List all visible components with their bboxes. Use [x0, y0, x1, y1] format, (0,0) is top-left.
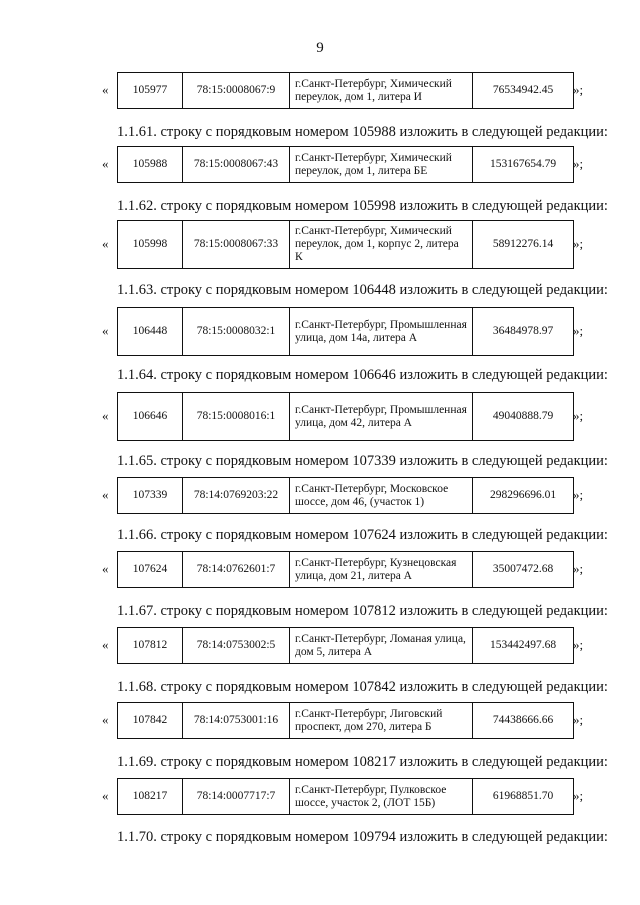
address-cell: г.Санкт-Петербург, Промышленная улица, дом 14а, литера А: [290, 308, 473, 356]
quote-open: «: [102, 561, 109, 576]
cadastral-number-cell: 78:15:0008032:1: [183, 308, 290, 356]
record-table: [117, 778, 574, 815]
cadastral-number-cell: 78:14:0769203:22: [183, 478, 290, 514]
amendment-paragraph: 1.1.64. строку с порядковым номером 106646 изложить в следующей редакции:: [117, 367, 608, 383]
record-table: [117, 627, 574, 664]
address-cell: г.Санкт-Петербург, Промышленная улица, дом 42, литера А: [290, 393, 473, 441]
record-table: [117, 220, 574, 269]
quote-open: «: [102, 788, 109, 803]
value-cell: 61968851.70: [473, 779, 574, 815]
cadastral-number-cell: 78:15:0008067:9: [183, 73, 290, 109]
table-row: [118, 221, 574, 269]
cadastral-number-cell: 78:14:0762601:7: [183, 552, 290, 588]
quote-close: »;: [573, 788, 584, 803]
amendment-paragraph: 1.1.69. строку с порядковым номером 108217 изложить в следующей редакции:: [117, 754, 608, 770]
value-cell: 153442497.68: [473, 628, 574, 664]
amendment-paragraph: 1.1.70. строку с порядковым номером 109794 изложить в следующей редакции:: [117, 829, 608, 845]
record-number-cell: 105988: [118, 147, 183, 183]
record-number-cell: 108217: [118, 779, 183, 815]
record-number-cell: 107339: [118, 478, 183, 514]
value-cell: 49040888.79: [473, 393, 574, 441]
amendment-paragraph: 1.1.61. строку с порядковым номером 105988 изложить в следующей редакции:: [117, 124, 608, 140]
address-cell: г.Санкт-Петербург, Ломаная улица, дом 5, литера А: [290, 628, 473, 664]
quote-close: »;: [573, 323, 584, 338]
record-number-cell: 107624: [118, 552, 183, 588]
cadastral-number-cell: 78:14:0007717:7: [183, 779, 290, 815]
quote-open: «: [102, 323, 109, 338]
quote-close: »;: [573, 487, 584, 502]
quote-close: »;: [573, 156, 584, 171]
quote-open: «: [102, 712, 109, 727]
table-row: [118, 393, 574, 441]
cadastral-number-cell: 78:14:0753001:16: [183, 703, 290, 739]
record-number-cell: 106448: [118, 308, 183, 356]
address-cell: г.Санкт-Петербург, Московское шоссе, дом 46, (участок 1): [290, 478, 473, 514]
address-cell: г.Санкт-Петербург, Химический переулок, дом 1, литера БЕ: [290, 147, 473, 183]
amendment-paragraph: 1.1.63. строку с порядковым номером 106448 изложить в следующей редакции:: [117, 282, 608, 298]
table-row: [118, 779, 574, 815]
quote-close: »;: [573, 408, 584, 423]
quote-open: «: [102, 82, 109, 97]
record-number-cell: 107842: [118, 703, 183, 739]
record-number-cell: 106646: [118, 393, 183, 441]
table-row: [118, 703, 574, 739]
address-cell: г.Санкт-Петербург, Кузнецовская улица, дом 21, литера А: [290, 552, 473, 588]
address-cell: г.Санкт-Петербург, Пулковское шоссе, участок 2, (ЛОТ 15Б): [290, 779, 473, 815]
value-cell: 35007472.68: [473, 552, 574, 588]
address-cell: г.Санкт-Петербург, Химический переулок, дом 1, литера И: [290, 73, 473, 109]
value-cell: 58912276.14: [473, 221, 574, 269]
record-table: [117, 72, 574, 109]
quote-close: »;: [573, 82, 584, 97]
quote-open: «: [102, 156, 109, 171]
amendment-paragraph: 1.1.67. строку с порядковым номером 107812 изложить в следующей редакции:: [117, 603, 608, 619]
record-table: [117, 146, 574, 183]
quote-close: »;: [573, 637, 584, 652]
value-cell: 298296696.01: [473, 478, 574, 514]
quote-close: »;: [573, 712, 584, 727]
value-cell: 74438666.66: [473, 703, 574, 739]
value-cell: 76534942.45: [473, 73, 574, 109]
value-cell: 36484978.97: [473, 308, 574, 356]
amendment-paragraph: 1.1.65. строку с порядковым номером 107339 изложить в следующей редакции:: [117, 453, 608, 469]
record-number-cell: 105977: [118, 73, 183, 109]
quote-open: «: [102, 236, 109, 251]
table-row: [118, 147, 574, 183]
value-cell: 153167654.79: [473, 147, 574, 183]
amendment-paragraph: 1.1.66. строку с порядковым номером 107624 изложить в следующей редакции:: [117, 527, 608, 543]
record-table: [117, 702, 574, 739]
record-table: [117, 477, 574, 514]
record-table: [117, 551, 574, 588]
table-row: [118, 308, 574, 356]
table-row: [118, 478, 574, 514]
record-number-cell: 107812: [118, 628, 183, 664]
record-table: [117, 307, 574, 356]
quote-open: «: [102, 408, 109, 423]
cadastral-number-cell: 78:15:0008067:33: [183, 221, 290, 269]
table-row: [118, 628, 574, 664]
address-cell: г.Санкт-Петербург, Лиговский проспект, дом 270, литера Б: [290, 703, 473, 739]
table-row: [118, 73, 574, 109]
cadastral-number-cell: 78:15:0008067:43: [183, 147, 290, 183]
quote-close: »;: [573, 236, 584, 251]
quote-open: «: [102, 487, 109, 502]
amendment-paragraph: 1.1.62. строку с порядковым номером 105998 изложить в следующей редакции:: [117, 198, 608, 214]
quote-close: »;: [573, 561, 584, 576]
record-table: [117, 392, 574, 441]
page-number: 9: [316, 40, 324, 56]
amendment-paragraph: 1.1.68. строку с порядковым номером 107842 изложить в следующей редакции:: [117, 679, 608, 695]
quote-open: «: [102, 637, 109, 652]
address-cell: г.Санкт-Петербург, Химический переулок, дом 1, корпус 2, литера К: [290, 221, 473, 269]
record-number-cell: 105998: [118, 221, 183, 269]
cadastral-number-cell: 78:15:0008016:1: [183, 393, 290, 441]
table-row: [118, 552, 574, 588]
cadastral-number-cell: 78:14:0753002:5: [183, 628, 290, 664]
